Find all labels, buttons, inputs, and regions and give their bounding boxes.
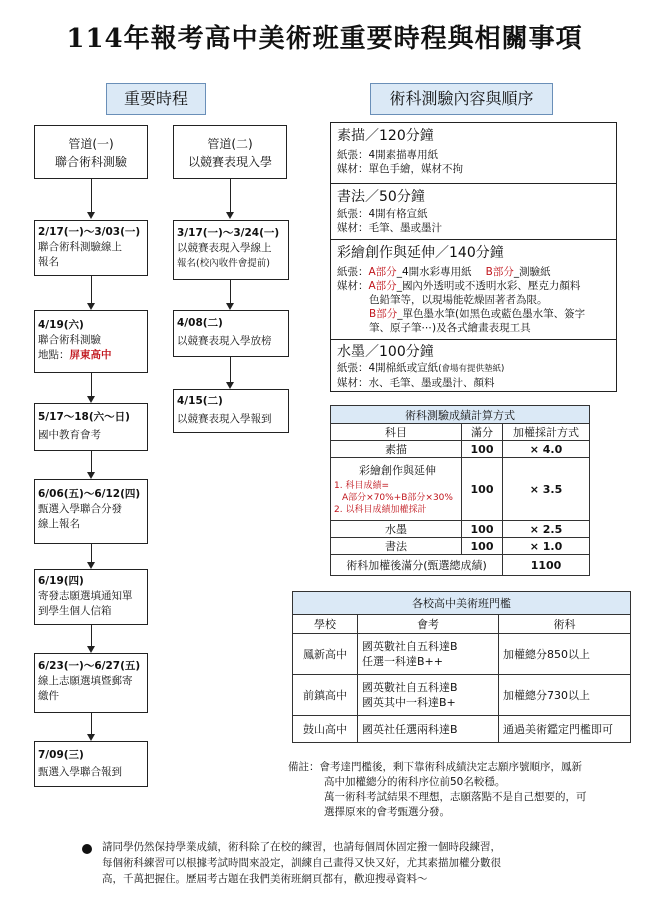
schedule-header: 重要時程: [106, 83, 206, 115]
schedule-step-1: [34, 220, 148, 276]
score-subject-cell: [331, 458, 462, 521]
step-date: 4/15(二): [177, 395, 223, 407]
step-date: 4/19(六): [38, 319, 84, 331]
subject-title: 水墨／100分鐘: [337, 344, 434, 360]
step-date: 5/17～18(六～日): [38, 411, 130, 423]
req-school: 鼓山高中: [293, 716, 358, 743]
part-b-text: _單色墨水筆(如黑色或藍色墨水筆、簽字: [397, 308, 586, 320]
step-text: 國中教育會考: [38, 429, 101, 441]
part-b-label: B部分: [485, 266, 514, 278]
arrow-line: [91, 713, 92, 735]
col-header: 加權採計方式: [503, 424, 590, 441]
part-b-text: _測驗紙: [513, 266, 551, 278]
paper-note: (會場有提供墊紙): [438, 364, 505, 374]
step-text: 線上報名: [38, 518, 80, 530]
req-exam: 國英社任選兩科達B: [358, 716, 499, 743]
path1-box: [34, 125, 148, 179]
arrow-line: [230, 357, 231, 383]
bullet-icon: [82, 844, 92, 854]
col-header: 科目: [331, 424, 462, 441]
col-header: 會考: [358, 615, 499, 634]
req-exam: 國英其中一科達B+: [362, 696, 456, 709]
step-text: 線上志願選填暨郵寄: [38, 675, 133, 687]
subjects-panel: [330, 122, 617, 392]
arrow-down-icon: [87, 396, 95, 403]
subject-title: 書法／50分鐘: [337, 189, 425, 205]
note-line: 選擇原來的會考甄選分發。: [324, 806, 450, 818]
arrow-line: [91, 276, 92, 304]
score-full: 100: [462, 538, 503, 555]
arrow-line: [230, 179, 231, 213]
score-full: 100: [462, 458, 503, 521]
subject-media: 媒材：單色手繪，媒材不拘: [337, 163, 463, 175]
subject-ink: [331, 340, 616, 392]
req-art: 加權總分730以上: [499, 675, 631, 716]
score-table: [330, 405, 590, 576]
step-place: [38, 348, 144, 363]
schedule-step-5: [34, 569, 148, 625]
col-header: 術科: [499, 615, 631, 634]
part-a-label: A部分: [368, 280, 397, 292]
table-row: [293, 634, 631, 675]
requirements-table: [292, 591, 631, 743]
step-text: 到學生個人信箱: [38, 605, 112, 617]
subject-media: 媒材：毛筆、墨或墨汁: [337, 222, 442, 234]
schedule-step-6: [34, 653, 148, 713]
table-row: [293, 716, 631, 743]
col-header: 學校: [293, 615, 358, 634]
step-text: 繳件: [38, 690, 59, 702]
req-exam: 任選一科達B++: [362, 655, 443, 668]
score-full: 100: [462, 521, 503, 538]
col-header: 滿分: [462, 424, 503, 441]
table-row: [331, 538, 590, 555]
step-text: 報名(校內收件會提前): [177, 258, 270, 269]
arrow-down-icon: [226, 303, 234, 310]
subject-color: [331, 240, 616, 340]
note-line: 萬一術科考試結果不理想，志願落點不是自己想要的，可: [324, 791, 587, 803]
arrow-down-icon: [87, 646, 95, 653]
arrow-line: [91, 544, 92, 563]
arrow-down-icon: [87, 212, 95, 219]
schedule-step-4: [34, 479, 148, 544]
part-a-text: _國內外透明或不透明水彩、壓克力顏料: [396, 280, 581, 292]
req-exam-cell: [358, 634, 499, 675]
step-text: 以競賽表現入學線上: [177, 242, 272, 254]
note-line: 高中加權總分的術科序位前50名較穩。: [324, 776, 506, 788]
req-exam: 國英數社自五科達B: [362, 640, 458, 653]
step-date: 3/17(一)～3/24(一): [177, 227, 280, 239]
media-prefix: 媒材：: [337, 280, 369, 292]
schedule-step-3: [34, 403, 148, 451]
arrow-down-icon: [87, 472, 95, 479]
bottom-message: [102, 839, 622, 887]
req-exam: 國英數社自五科達B: [362, 681, 458, 694]
step-date: 6/06(五)～6/12(四): [38, 488, 141, 500]
req-school: 前鎮高中: [293, 675, 358, 716]
score-weight: × 1.0: [503, 538, 590, 555]
subject-paper: 紙張：4開素描專用紙: [337, 149, 439, 161]
arrow-down-icon: [87, 303, 95, 310]
subject-paper: 紙張：4開有格宣紙: [337, 208, 428, 220]
schedule-step-7: [34, 741, 148, 787]
table-row: [331, 555, 590, 576]
path2-line1: 管道(二): [207, 137, 253, 151]
req-art: 加權總分850以上: [499, 634, 631, 675]
arrow-down-icon: [87, 734, 95, 741]
competition-step-3: [173, 389, 289, 433]
score-weight: × 3.5: [503, 458, 590, 521]
media-cont: 色鉛筆等，以現場能乾燥固著者為限。: [369, 294, 548, 306]
place-value: 屏東高中: [69, 349, 112, 361]
page-title: 114年報考高中美術班重要時程與相關事項: [66, 24, 583, 54]
schedule-step-2: [34, 310, 148, 373]
step-date: 7/09(三): [38, 749, 84, 761]
step-text: 以競賽表現入學放榜: [177, 335, 272, 347]
subject-title: 彩繪創作與延伸／140分鐘: [337, 245, 504, 261]
score-subject: 水墨: [331, 521, 462, 538]
step-date: 2/17(一)～3/03(一): [38, 226, 141, 238]
score-total-label: 術科加權後滿分(甄選總成績): [331, 555, 503, 576]
score-note: 1. 科目成績=: [334, 481, 389, 491]
score-caption: 術科測驗成績計算方式: [331, 406, 590, 424]
part-a-text: _4開水彩專用紙: [396, 266, 472, 278]
competition-step-1: [173, 220, 289, 280]
media-b-row: [337, 307, 610, 321]
note-label: 備註：: [288, 761, 320, 773]
score-subject: 素描: [331, 441, 462, 458]
score-weight: × 4.0: [503, 441, 590, 458]
table-row: [331, 458, 590, 521]
note-line: 會考達門檻後，剩下靠術科成績決定志願序號順序，鳳新: [319, 761, 582, 773]
arrow-down-icon: [226, 382, 234, 389]
req-exam-cell: [358, 675, 499, 716]
media-cont: 筆、原子筆⋯)及各式繪畫表現工具: [369, 322, 531, 334]
subject-title: 素描／120分鐘: [337, 128, 434, 144]
step-date: 6/19(四): [38, 575, 84, 587]
note-block: [288, 760, 633, 820]
arrow-line: [91, 625, 92, 647]
subject-paper: [337, 361, 610, 376]
path2-box: [173, 125, 287, 179]
arrow-line: [91, 179, 92, 213]
arrow-down-icon: [226, 212, 234, 219]
arrow-line: [230, 280, 231, 304]
score-weight: × 2.5: [503, 521, 590, 538]
path1-line1: 管道(一): [68, 137, 114, 151]
step-text: 寄發志願選填通知單: [38, 590, 133, 602]
score-note: 2. 以科目成績加權採計: [334, 505, 427, 515]
message-line: 每個術科練習可以根據考試時間來設定，訓練自己畫得又快又好，尤其素描加權分數很: [102, 857, 501, 869]
paper-text: 紙張：4開棉紙或宣紙: [337, 362, 439, 374]
score-subject: 書法: [331, 538, 462, 555]
step-text: 聯合術科測驗: [38, 334, 101, 346]
req-art: 通過美術鑑定門檻即可: [499, 716, 631, 743]
step-text: 甄選入學聯合分發: [38, 503, 122, 515]
step-text: 以競賽表現入學報到: [177, 413, 272, 425]
subject-paper: [337, 265, 610, 279]
message-line: 高，千萬把握住。歷屆考古題在我們美術班網頁都有，歡迎搜尋資料～: [102, 873, 428, 885]
step-text: 甄選入學聯合報到: [38, 766, 122, 778]
place-label: 地點：: [38, 349, 70, 361]
message-line: 請同學仍然保持學業成績，術科除了在校的練習，也請每個周休固定撥一個時段練習，: [102, 841, 501, 853]
step-text: 報名: [38, 256, 59, 268]
path1-line2: 聯合術科測驗: [54, 155, 127, 169]
score-subject: 彩繪創作與延伸: [359, 464, 436, 477]
subject-media: 媒材：水、毛筆、墨或墨汁、顏料: [337, 377, 495, 389]
table-row: [293, 675, 631, 716]
arrow-line: [91, 451, 92, 473]
part-b-label: B部分: [369, 308, 398, 320]
competition-step-2: [173, 310, 289, 357]
test-content-header: 術科測驗內容與順序: [370, 83, 553, 115]
score-full: 100: [462, 441, 503, 458]
path2-line2: 以競賽表現入學: [187, 155, 272, 169]
part-a-label: A部分: [368, 266, 397, 278]
paper-prefix: 紙張：: [337, 266, 369, 278]
subject-sketch: [331, 123, 616, 184]
req-school: 鳳新高中: [293, 634, 358, 675]
table-row: [331, 521, 590, 538]
subject-media: [337, 279, 610, 293]
step-date: 4/08(二): [177, 317, 223, 329]
step-date: 6/23(一)～6/27(五): [38, 660, 141, 672]
arrow-down-icon: [87, 562, 95, 569]
step-text: 聯合術科測驗線上: [38, 241, 122, 253]
req-caption: 各校高中美術班門檻: [293, 592, 631, 615]
arrow-line: [91, 373, 92, 397]
table-row: [331, 441, 590, 458]
score-note: A部分×70%+B部分×30%: [342, 493, 453, 503]
score-total-value: 1100: [503, 555, 590, 576]
subject-calligraphy: [331, 184, 616, 240]
